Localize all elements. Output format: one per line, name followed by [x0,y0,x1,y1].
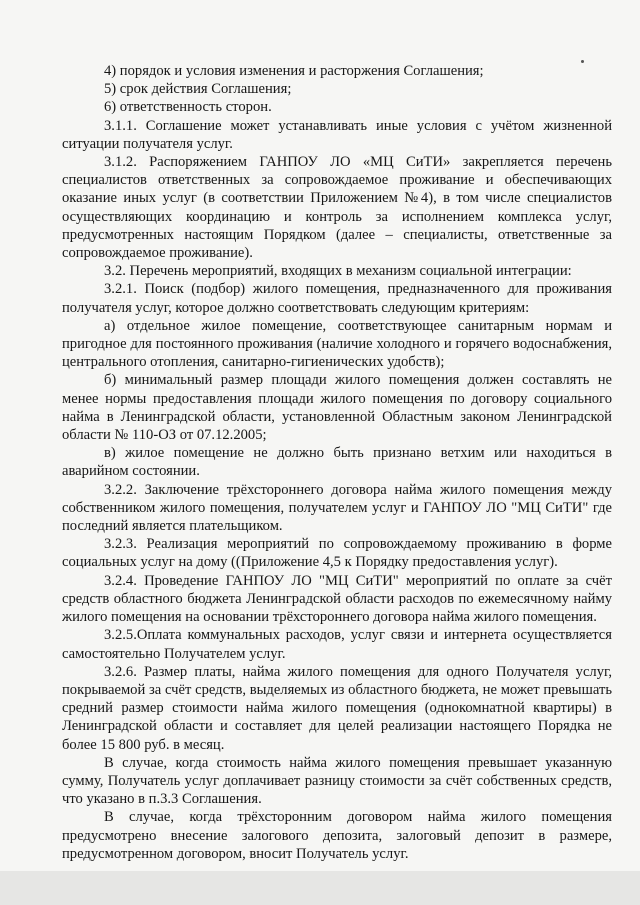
document-body [62,62,612,863]
paragraph-excess-cost: В случае, когда стоимость найма жилого помещения превышает указанную сумму, Получатель услуг доплачивает разницу стоимости за счёт собственных средств, что указано в п.3.3 Соглашения. [62,754,612,808]
criterion-b: б) минимальный размер площади жилого помещения должен составлять не менее нормы предоставления площади жилого помещения по договору социального найма в Ленинградской области, установленной Областным законом Ленинградской области № 110-ОЗ от 07.12.2005; [62,372,612,444]
paragraph-3-2: 3.2. Перечень мероприятий, входящих в механизм социальной интеграции: [104,263,572,280]
list-item: 6) ответственность сторон. [104,99,272,116]
list-item: 5) срок действия Соглашения; [104,81,292,98]
criterion-a: а) отдельное жилое помещение, соответствующее санитарным нормам и пригодное для постоянного проживания (наличие холодного и горячего водоснабжения, центрального отопления, санитарно-гигиенических удобств); [62,317,612,371]
list-item: 4) порядок и условия изменения и расторжения Соглашения; [104,63,484,79]
paragraph-3-1-1: 3.1.1. Соглашение может устанавливать иные условия с учётом жизненной ситуации получателя услуг. [62,117,612,152]
paragraph-3-2-1: 3.2.1. Поиск (подбор) жилого помещения, предназначенного для проживания получателя услуг, которое должно соответствовать следующим критериям: [62,281,612,316]
paragraph-deposit: В случае, когда трёхсторонним договором найма жилого помещения предусмотрено внесение залогового депозита, залоговый депозит в размере, предусмотренном договором, вносит Получатель услуг. [62,809,612,862]
paragraph-3-2-5: 3.2.5.Оплата коммунальных расходов, услуг связи и интернета осуществляется самостоятельно Получателем услуг. [62,627,612,662]
paragraph-3-2-6: 3.2.6. Размер платы, найма жилого помещения для одного Получателя услуг, покрываемой за счёт средств, выделяемых из областного бюджета, не может превышать средний размер стоимости найма жилого помещения (однокомнатной квартиры) в Ленинградской области и составляет для целей реализации настоящего Порядка не более 15 800 руб. в месяц. [62,663,612,753]
criterion-v: в) жилое помещение не должно быть признано ветхим или находиться в аварийном состоянии. [62,445,612,480]
scan-footer-band [0,871,640,905]
paragraph-3-2-4: 3.2.4. Проведение ГАНПОУ ЛО "МЦ СиТИ" мероприятий по оплате за счёт средств областного бюджета Ленинградской области расходов по ежемесячному найму жилого помещения на основании трёхстороннего договора найма жилого помещения. [62,572,612,626]
paragraph-3-2-2: 3.2.2. Заключение трёхстороннего договора найма жилого помещения между собственником жилого помещения, получателем услуг и ГАНПОУ ЛО "МЦ СиТИ" где последний является плательщиком. [62,481,612,535]
paragraph-3-1-2: 3.1.2. Распоряжением ГАНПОУ ЛО «МЦ СиТИ» закрепляется перечень специалистов ответственных за сопровождаемое проживание и обеспечивающих оказание иных услуг (в соответствии Приложением №4), в том числе специалистов осуществляющих координацию и контроль за исполнением комплекса услуг, предусмотренных настоящим Порядком (далее – специалисты, ответственные за сопровождаемое проживание). [62,154,612,262]
paragraph-3-2-3: 3.2.3. Реализация мероприятий по сопровождаемому проживанию в форме социальных услуг на дому ((Приложение 4,5 к Порядку предоставления услуг). [62,536,612,571]
